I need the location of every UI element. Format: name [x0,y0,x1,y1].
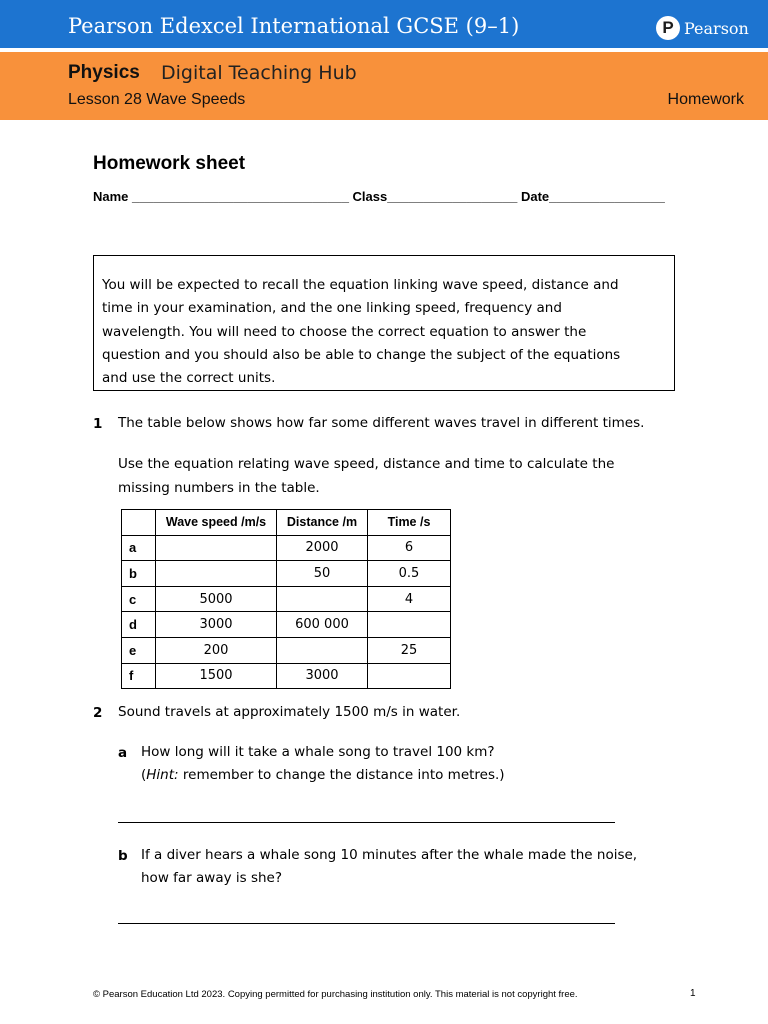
table-cell: 25 [368,637,451,663]
info-line: question and you should also be able to change the subject of the equations [102,346,621,363]
question-2b-line: If a diver hears a whale song 10 minutes after the whale made the noise, [141,847,638,863]
info-box [93,255,675,391]
row-label: e [122,637,156,663]
subject-name: Physics [68,62,140,83]
pearson-logo [656,16,749,40]
info-line: You will be expected to recall the equation linking wave speed, distance and [102,277,619,293]
pearson-logo-text: Pearson [684,18,749,38]
table-row [122,612,451,638]
table-cell: 2000 [277,535,368,561]
table-cell: 3000 [156,612,277,638]
page-number: 1 [690,988,696,999]
table-header-cell: Time /s [368,510,451,536]
info-line: time in your examination, and the one linking speed, frequency and [102,300,562,317]
question-2b-label: b [118,848,128,864]
lesson-title: Lesson 28 Wave Speeds [68,91,246,108]
table-header-row [122,510,451,536]
table-cell: 600 000 [277,612,368,638]
table-cell: 1500 [156,663,277,689]
hub-name: Digital Teaching Hub [161,62,357,84]
question-1-text: The table below shows how far some different waves travel in different times. [118,415,645,431]
table-cell: 50 [277,561,368,587]
answer-line-2b[interactable] [118,923,615,924]
row-label: c [122,586,156,612]
name-class-date-line: Name ______________________________ Class__________________ Date________________ [93,189,665,204]
table-cell: 200 [156,637,277,663]
pearson-logo-icon: P [656,16,680,40]
sheet-title: Homework sheet [93,153,246,174]
question-1-instruction [118,453,614,500]
wave-speed-table [121,509,451,689]
hint-text: remember to change the distance into metres.) [178,767,505,783]
question-2-text: Sound travels at approximately 1500 m/s in water. [118,704,461,720]
question-2a-label: a [118,745,128,761]
row-label: b [122,561,156,587]
table-row [122,561,451,587]
hint-label: Hint: [146,767,179,783]
question-2-number: 2 [93,705,103,721]
homework-label: Homework [667,91,744,108]
table-cell: 4 [368,586,451,612]
table-cell: 5000 [156,586,277,612]
question-2a-hint [141,764,505,787]
hint-open: ( [141,767,147,783]
table-cell [368,663,451,689]
instruction-line: missing numbers in the table. [118,479,320,496]
qualification-title: Pearson Edexcel International GCSE (9–1) [68,14,520,38]
table-header-cell: Wave speed /m/s [156,510,277,536]
table-cell [277,637,368,663]
table-row [122,663,451,689]
table-row [122,535,451,561]
table-row [122,586,451,612]
question-2a-line: How long will it take a whale song to travel 100 km? [141,744,495,760]
instruction-line: Use the equation relating wave speed, distance and time to calculate the [118,456,615,472]
info-line: and use the correct units. [102,370,276,387]
copyright-footer: © Pearson Education Ltd 2023. Copying permitted for purchasing institution only. This material is not copyright free. [93,989,578,1000]
table-cell: 3000 [277,663,368,689]
table-cell [156,561,277,587]
table-cell: 6 [368,535,451,561]
row-label: d [122,612,156,638]
table-cell [156,535,277,561]
question-2b-text [141,844,637,890]
answer-line-2a[interactable] [118,822,615,823]
row-label: a [122,535,156,561]
table-cell [368,612,451,638]
table-header-cell: Distance /m [277,510,368,536]
row-label: f [122,663,156,689]
question-2b-line: how far away is she? [141,870,283,886]
info-line: wavelength. You will need to choose the correct equation to answer the [102,323,587,340]
table-cell: 0.5 [368,561,451,587]
table-header-cell [122,510,156,536]
table-row [122,637,451,663]
question-2a-text [141,741,505,787]
question-1-number: 1 [93,416,103,432]
table-cell [277,586,368,612]
